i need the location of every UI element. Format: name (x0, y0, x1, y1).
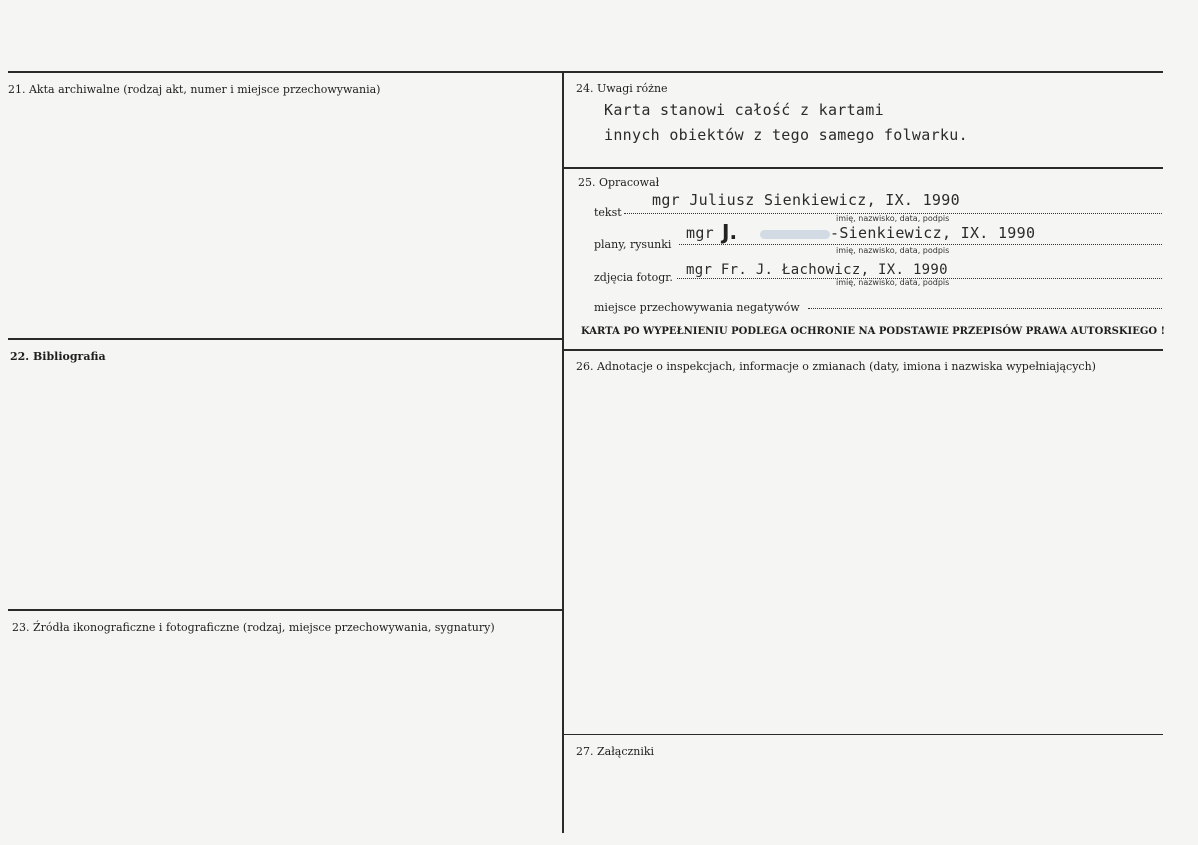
plany-value-suffix: -Sienkiewicz, IX. 1990 (830, 224, 1036, 242)
redacted-name (760, 230, 830, 239)
zdjecia-caption: imię, nazwisko, data, podpis (836, 278, 950, 287)
rule-right-25 (563, 167, 1163, 169)
section-23-label: 23. Źródła ikonograficzne i fotograficzne (rodzaj, miejsce przechowywania, sygnatury) (12, 621, 495, 634)
rule-left-22 (8, 338, 563, 340)
tekst-caption: imię, nazwisko, data, podpis (836, 214, 950, 223)
handwritten-initial: J. (722, 220, 738, 244)
section-24-label: 24. Uwagi różne (576, 82, 668, 95)
section-26-label: 26. Adnotacje o inspekcjach, informacje o zmianach (daty, imiona i nazwiska wypełniających) (576, 360, 1096, 373)
section-27-label: 27. Załączniki (576, 745, 655, 758)
center-divider (562, 71, 564, 833)
rule-right-27 (563, 734, 1163, 735)
remarks-line-2: innych obiektów z tego samego folwarku. (604, 126, 968, 144)
rule-left-23 (8, 609, 563, 611)
plany-label: plany, rysunki (594, 238, 672, 251)
section-25-label: 25. Opracował (578, 176, 660, 189)
remarks-line-1: Karta stanowi całość z kartami (604, 101, 884, 119)
tekst-label: tekst (594, 206, 622, 219)
section-22-label: 22. Bibliografia (10, 350, 106, 363)
plany-caption: imię, nazwisko, data, podpis (836, 246, 950, 255)
plany-dotted-line (679, 244, 1162, 245)
negatywy-dotted-line (808, 308, 1162, 309)
negatywy-label: miejsce przechowywania negatywów (594, 301, 800, 314)
zdjecia-label: zdjęcia fotogr. (594, 271, 673, 284)
plany-value-prefix: mgr (686, 224, 714, 242)
copyright-notice: KARTA PO WYPEŁNIENIU PODLEGA OCHRONIE NA PODSTAWIE PRZEPISÓW PRAWA AUTORSKIEGO ! (581, 326, 1165, 337)
zdjecia-value: mgr Fr. J. Łachowicz, IX. 1990 (686, 262, 948, 278)
rule-right-26 (563, 349, 1163, 351)
tekst-value: mgr Juliusz Sienkiewicz, IX. 1990 (652, 191, 960, 209)
top-rule (8, 71, 1163, 73)
section-21-label: 21. Akta archiwalne (rodzaj akt, numer i miejsce przechowywania) (8, 83, 381, 96)
